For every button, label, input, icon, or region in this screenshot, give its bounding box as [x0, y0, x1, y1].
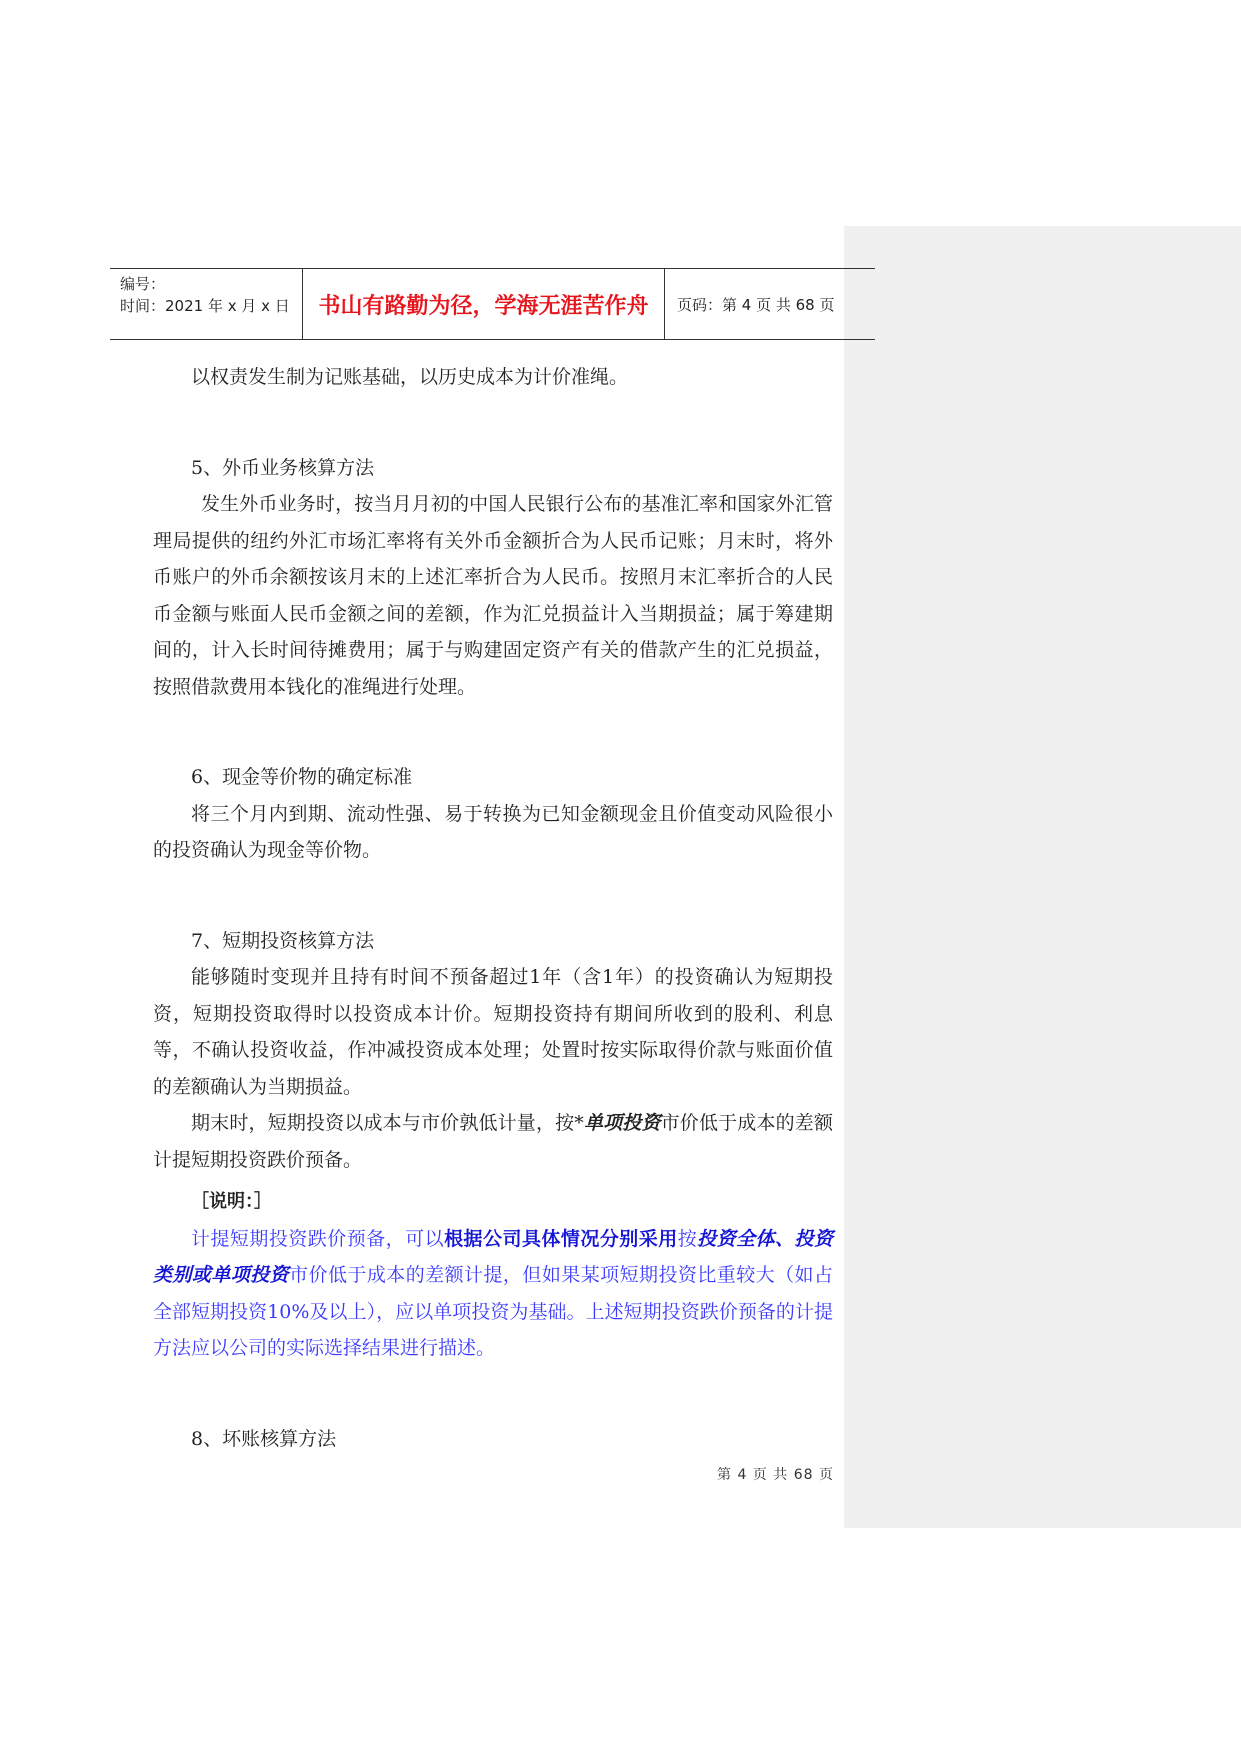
heading-6: 6、现金等价物的确定标准 [191, 766, 413, 788]
page-header [110, 268, 875, 340]
p7b-pre: 期末时，短期投资以成本与市价孰低计量，按* [191, 1112, 584, 1134]
comment-margin-panel [844, 226, 1241, 1528]
heading-8: 8、坏账核算方法 [191, 1427, 337, 1450]
note-pre: 计提短期投资跌价预备，可以 [191, 1227, 445, 1250]
header-number-label: 编号： [120, 275, 166, 293]
note-post: 市价低于成本的差额计提，但如果某项短期投资比重较大（如占全部短期投资10%及以上），应以单项投资为基础。上述短期投资跌价预备的计提方法应以公司的实际选择结果进行描述。 [153, 1264, 833, 1359]
note-label: ［说明：］ [191, 1191, 272, 1212]
header-time-label: 时间：2021 年 x 月 x 日 [120, 297, 290, 315]
note-bold-italic: 投资全体、投资类别或单项投资 [153, 1227, 833, 1286]
p7b-post: 市价低于成本的差额计提短期投资跌价预备。 [153, 1112, 833, 1171]
header-motto: 书山有路勤为径，学海无涯苦作舟 [303, 269, 665, 339]
paragraph-5: 发生外币业务时，按当月月初的中国人民银行公布的基准汇率和国家外汇管理局提供的纽约外汇市场汇率将有关外币金额折合为人民币记账；月末时，将外币账户的外币余额按该月末的上述汇率折合为人民币。按照月末汇率折合的人民币金额与账面人民币金额之间的差额，作为汇兑损益计入当期损益；属于筹建期间的，计入长时间待摊费用；属于与购建固定资产有关的借款产生的汇兑损益，按照借款费用本钱化的准绳进行处理。 [153, 493, 833, 698]
header-page-label: 页码：第 4 页 共 68 页 [677, 295, 835, 314]
heading-5: 5、外币业务核算方法 [191, 456, 375, 479]
page-footer: 第 4 页 共 68 页 [717, 1467, 834, 1483]
paragraph-7a: 能够随时变现并且持有时间不预备超过1年（含1年）的投资确认为短期投资，短期投资取得时以投资成本计价。短期投资持有期间所收到的股利、利息等，不确认投资收益，作冲减投资成本处理；处置时按实际取得价款与账面价值的差额确认为当期损益。 [153, 966, 833, 1098]
paragraph-6: 将三个月内到期、流动性强、易于转换为已知金额现金且价值变动风险很小的投资确认为现金等价物。 [153, 802, 833, 861]
document-body [153, 359, 833, 1457]
paragraph-basis: 以权责发生制为记账基础，以历史成本为计价准绳。 [191, 366, 629, 388]
note-bold: 根据公司具体情况分别采用 [444, 1227, 678, 1250]
paragraph-7b [153, 1105, 833, 1178]
header-info-cell [110, 269, 303, 339]
note-paragraph [153, 1221, 833, 1367]
heading-7: 7、短期投资核算方法 [191, 929, 375, 952]
p7b-emph: 单项投资 [583, 1112, 661, 1134]
note-mid: 按 [677, 1227, 698, 1250]
